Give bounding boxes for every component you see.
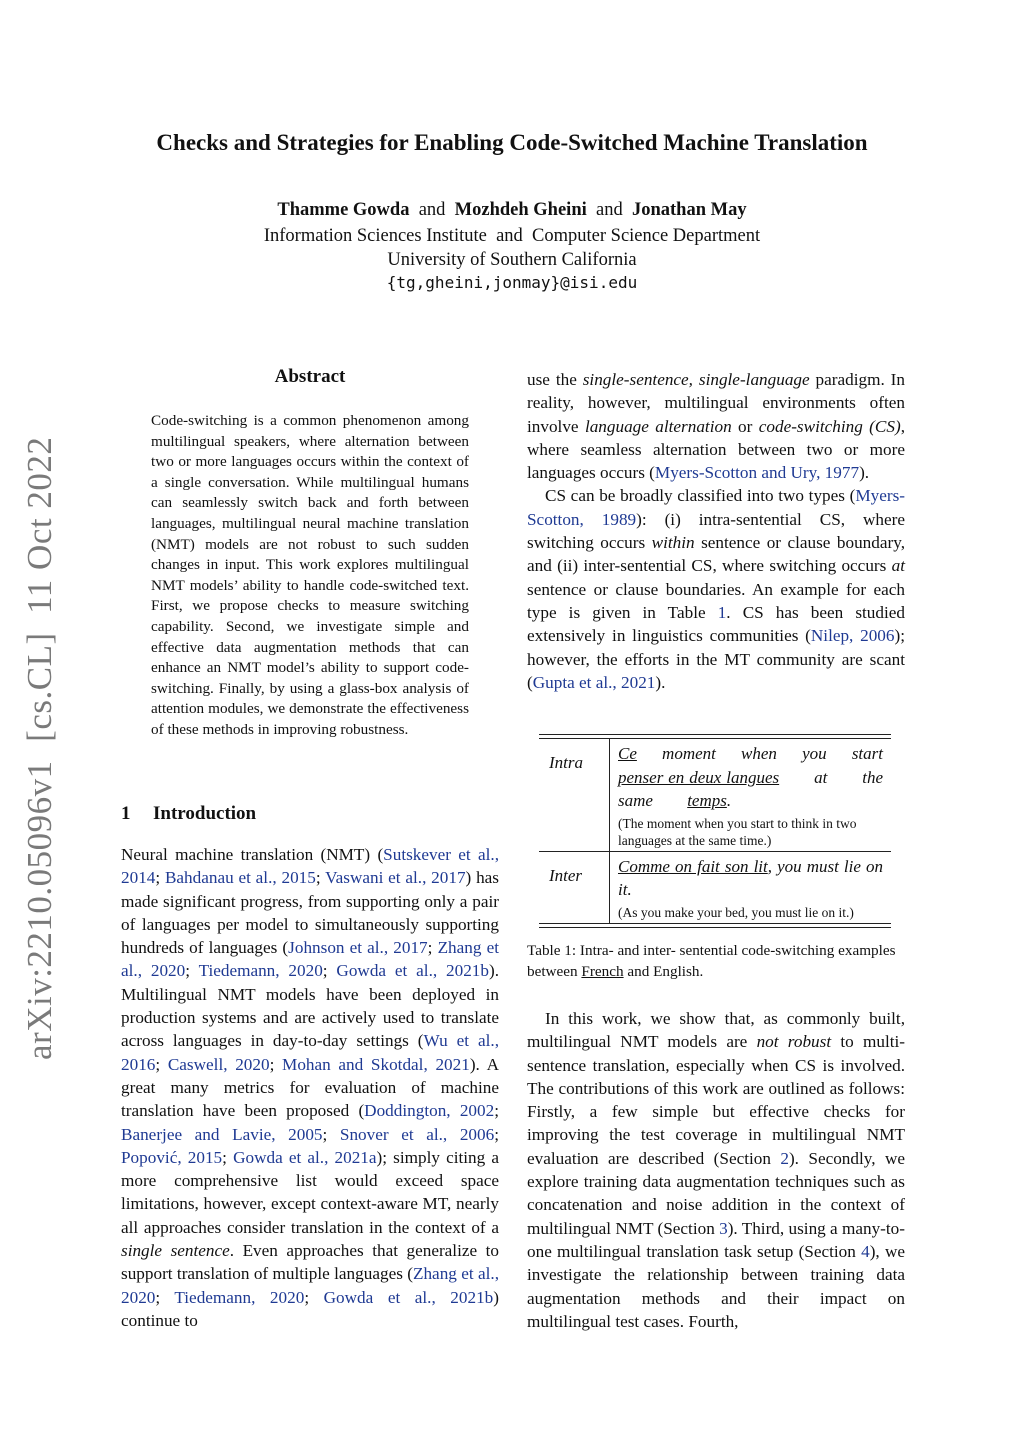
table-row (539, 851, 891, 923)
affiliation-line-1: Information Sciences Institute and Computer Science Department (263, 226, 761, 246)
text-run: , you must lie on it. (618, 856, 883, 899)
text-run: . (726, 791, 732, 810)
citation-link[interactable]: Banerjee and Lavie, 2005 (121, 1124, 323, 1144)
citation-link[interactable]: Nilep, 2006 (810, 626, 895, 646)
table-ref-link[interactable]: 1 (717, 602, 727, 622)
text-run: to multi-sentence translation, especially when CS is involved. The contributions of this work are outlined as follows: Firstly, a few simple but effective checks for improving the test coverage in multilingual NMT evaluation are described (Section (527, 1032, 905, 1168)
text-run: . Even approaches that generalize to support translation of multiple languages ( (121, 1241, 499, 1284)
citation-link[interactable]: Zhang et al., 2020 (121, 1264, 499, 1307)
text-run: use the (527, 370, 583, 389)
text-run: , where seamless alternation between two or more languages occurs ( (527, 416, 905, 483)
author-email: {tg,gheini,jonmay}@isi.edu (386, 273, 638, 292)
text-run: ). Third, using a many-to-one multilingual translation task setup (Section (527, 1218, 905, 1261)
citation-link[interactable]: Caswell, 2020 (167, 1054, 270, 1074)
author-conj: and (596, 200, 623, 220)
citation-link[interactable]: Doddington, 2002 (364, 1101, 495, 1121)
affiliation (0, 224, 1024, 272)
citation-link[interactable]: Myers-Scotton and Ury, 1977 (654, 463, 860, 483)
emphasis: single sentence (121, 1241, 230, 1261)
row-label: Inter (539, 852, 610, 923)
section-title: Introduction (153, 803, 257, 824)
section-number: 1 (121, 803, 131, 824)
example-sentence (618, 742, 883, 813)
section-ref-link[interactable]: 2 (780, 1148, 789, 1168)
text-run: ): (i) intra-sentential CS, where switching occurs (527, 509, 905, 553)
paragraph (527, 1007, 905, 1333)
text-run: ); however, the efforts in the MT community are scant ( (527, 626, 905, 692)
emphasis: within (651, 533, 695, 553)
text-run: ) has made significant progress, from supporting only a pair of languages per model to simultaneously supporting hundreds of languages ( (121, 868, 499, 958)
citation-link[interactable]: Johnson et al., 2017 (288, 938, 428, 958)
citation-link[interactable]: Zhang et al., 2020 (121, 938, 499, 981)
text-run: ; (322, 1124, 340, 1144)
underlined-word: French (581, 962, 624, 980)
paragraph (527, 368, 905, 484)
underlined-french: penser en deux langues (618, 767, 780, 787)
text-run: ). (859, 463, 870, 483)
affiliation-line-2: University of Southern California (387, 250, 637, 270)
text-run: ; (185, 961, 199, 981)
text-run: ; (494, 1124, 499, 1144)
text-run: moment when you start (636, 744, 883, 763)
citation-link[interactable]: Mohan and Skotdal, 2021 (282, 1054, 470, 1074)
text-run: and English. (623, 962, 704, 980)
citation-link[interactable]: Myers-Scotton, 1989 (527, 486, 905, 529)
text-run: ); simply citing a more comprehensive list would exceed space limitations, however, except context-aware MT, nearly all approaches consider translation in the context of a (121, 1147, 500, 1237)
text-run: ). A great many metrics for evaluation of machine translation have been proposed ( (121, 1054, 500, 1121)
text-run: ) continue to (121, 1287, 500, 1330)
citation-link[interactable]: Sutskever et al., 2014 (121, 845, 499, 888)
abstract-body: Code-switching is a common phenomenon among multilingual speakers, where alternation between two or more languages occurs within the context of a single conversation. While multilingual humans can seamlessly switch back and forth between languages, multilingual neural machine translation (NMT) models are not robust to such sudden changes in input. This work explores multilingual NMT models’ ability to handle code-switched text. First, we propose checks to measure switching capability. Second, we investigate simple and effective data augmentation methods that can enhance an NMT model’s ability to support code-switching. Finally, by using a glass-box analysis of attention modules, we demonstrate the effectiveness of these methods in improving robustness. (151, 412, 469, 738)
emphasis: single-sentence, single-language (582, 370, 810, 389)
text-run: sentence or clause boundaries. An example for each type is given in Table (527, 579, 905, 622)
citation-link[interactable]: Vaswani et al., 2017 (325, 868, 466, 888)
text-run: at the same (618, 767, 883, 810)
citation-link[interactable]: Gowda et al., 2021b (336, 961, 489, 981)
table-bottom-rule (539, 923, 891, 928)
author-line (0, 200, 1024, 221)
text-run: ; (155, 1054, 168, 1074)
example-sentence (618, 855, 883, 902)
text-run: ; (155, 1287, 175, 1307)
text-run: ; (304, 1287, 324, 1307)
row-content (610, 852, 891, 923)
text-run: ). (655, 672, 666, 692)
text-run: ). Secondly, we explore training data augmentation techniques such as concatenation and noise addition in the context of multilingual NMT (Section (527, 1148, 905, 1238)
text-run: paradigm. In reality, however, multilingual environments often involve (527, 370, 905, 436)
text-run: ). Multilingual NMT models have been deployed in production systems and are actively used to translate across languages in day-to-day settings ( (121, 961, 500, 1051)
table-row (539, 739, 891, 851)
text-run: ; (315, 868, 326, 888)
emphasis: not robust (756, 1032, 832, 1052)
underlined-french: Ce (618, 744, 637, 763)
citation-link[interactable]: Wu et al., 2016 (121, 1031, 499, 1074)
citation-link[interactable]: Tiedemann, 2020 (174, 1287, 305, 1307)
citation-link[interactable]: Snover et al., 2006 (339, 1124, 495, 1144)
emphasis: at (891, 556, 905, 576)
underlined-french: temps (687, 791, 727, 810)
author-name: Jonathan May (631, 200, 747, 220)
text-run: ; (322, 961, 337, 981)
row-content (610, 739, 891, 851)
translation-gloss: (As you make your bed, you must lie on it.) (618, 904, 854, 920)
text-run: Table 1: Intra- and inter- sentential code-switching examples between (527, 942, 896, 980)
citation-link[interactable]: Gowda et al., 2021b (323, 1287, 494, 1307)
section-heading (121, 803, 256, 825)
text-run: or (731, 416, 759, 436)
citation-link[interactable]: Gupta et al., 2021 (532, 672, 656, 692)
emphasis: code-switching (CS) (758, 416, 901, 436)
text-run: ; (222, 1147, 234, 1167)
text-run: ; (269, 1054, 283, 1074)
paper-title: Checks and Strategies for Enabling Code-Switched Machine Translation (156, 130, 868, 155)
text-run: sentence or clause boundary, and (ii) inter-sentential CS, where switching occurs (527, 533, 905, 576)
abstract-heading: Abstract (274, 366, 346, 387)
text-run: Neural machine translation (NMT) ( (121, 845, 384, 864)
text-run: CS can be broadly classified into two types ( (545, 486, 856, 506)
author-name: Mozhdeh Gheini (454, 200, 587, 220)
underlined-french: Comme on fait son lit (618, 856, 768, 876)
text-run: . CS has been studied extensively in linguistics communities ( (527, 602, 905, 646)
arxiv-stamp: arXiv:2210.05096v1 [cs.CL] 11 Oct 2022 (20, 436, 59, 1060)
text-run: ; (494, 1101, 499, 1121)
text-run: In this work, we show that, as commonly built, multilingual NMT models are (527, 1009, 905, 1052)
right-column-bottom (527, 1007, 905, 1333)
citation-link[interactable]: Popović, 2015 (121, 1147, 223, 1167)
author-name: Thamme Gowda (277, 200, 410, 220)
right-column-top (527, 368, 905, 694)
paragraph (527, 484, 905, 694)
translation-gloss: (The moment when you start to think in two languages at the same time.) (618, 815, 857, 848)
section-ref-link[interactable]: 3 (719, 1218, 728, 1238)
row-label: Intra (539, 739, 610, 851)
text-run: ; (427, 938, 438, 958)
text-run: ; (155, 868, 165, 888)
citation-link[interactable]: Tiedemann, 2020 (198, 961, 323, 981)
table-caption (527, 941, 905, 982)
intro-paragraph (121, 843, 499, 1332)
author-conj: and (418, 200, 446, 220)
example-table (539, 734, 891, 928)
emphasis: language alternation (584, 416, 732, 436)
text-run: ), we investigate the relationship between training data augmentation methods and their impact on multilingual test cases. Fourth, (527, 1241, 906, 1331)
section-ref-link[interactable]: 4 (861, 1241, 870, 1261)
citation-link[interactable]: Gowda et al., 2021a (233, 1147, 377, 1167)
citation-link[interactable]: Bahdanau et al., 2015 (164, 868, 316, 888)
